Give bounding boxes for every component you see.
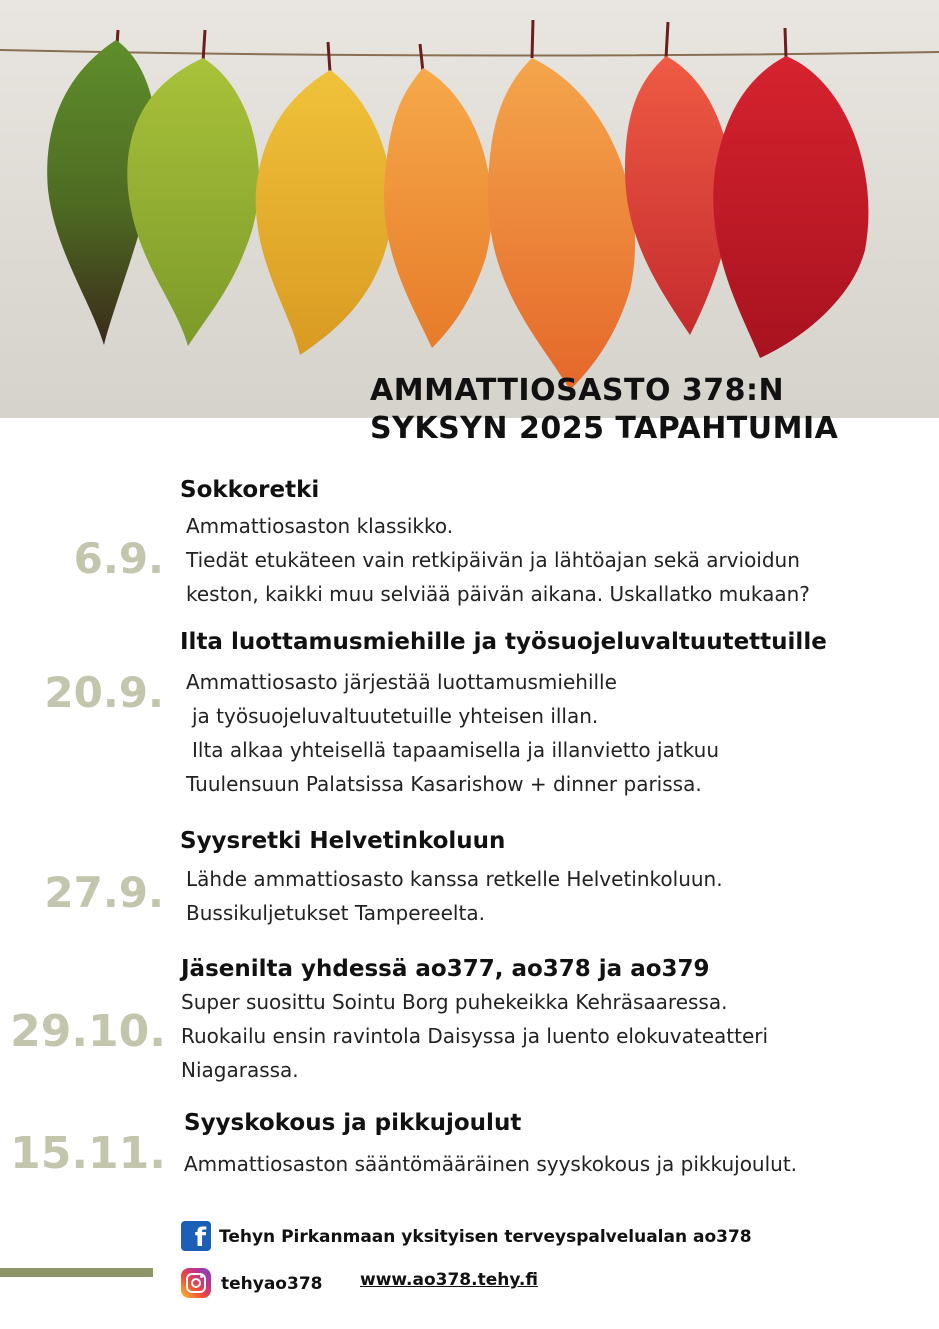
- description-line: ja työsuojeluvaltuutetuille yhteisen illan.: [192, 704, 599, 728]
- event-date: 27.9.: [44, 868, 164, 917]
- event-title: Syyskokous ja pikkujoulut: [184, 1110, 522, 1136]
- title-line-1: AMMATTIOSASTO 378:N: [370, 373, 785, 408]
- hero-image: [0, 0, 939, 418]
- accent-bar: [0, 1268, 153, 1277]
- autumn-leaves-illustration: [0, 0, 939, 418]
- description-line: Ilta alkaa yhteisellä tapaamisella ja illanvietto jatkuu: [192, 738, 720, 762]
- event-title: Sokkoretki: [180, 477, 320, 503]
- event-title: Syysretki Helvetinkoluun: [180, 828, 506, 854]
- description-line: Ruokailu ensin ravintola Daisyssa ja luento elokuvateatteri: [181, 1024, 769, 1048]
- event-title: Jäsenilta yhdessä ao377, ao378 ja ao379: [181, 956, 710, 982]
- description-line: Ammattiosasto järjestää luottamusmiehille: [186, 670, 617, 694]
- website-link[interactable]: www.ao378.tehy.fi: [360, 1270, 538, 1290]
- description-line: Ammattiosaston sääntömääräinen syyskokous ja pikkujoulut.: [184, 1152, 798, 1176]
- facebook-page-name[interactable]: Tehyn Pirkanmaan yksityisen terveyspalvelualan ao378: [219, 1227, 752, 1247]
- page-title: [370, 372, 930, 448]
- event-date: 29.10.: [10, 1006, 166, 1057]
- event-description: [181, 985, 768, 1087]
- event-date: 6.9.: [73, 534, 164, 583]
- description-line: Lähde ammattiosasto kanssa retkelle Helvetinkoluun.: [186, 867, 723, 891]
- description-line: Super suosittu Sointu Borg puhekeikka Kehräsaaressa.: [181, 990, 728, 1014]
- event-description: [186, 862, 723, 930]
- instagram-icon[interactable]: [181, 1268, 211, 1298]
- event-description: [186, 509, 810, 611]
- description-line: Bussikuljetukset Tampereelta.: [186, 901, 485, 925]
- event-date: 15.11.: [10, 1128, 166, 1179]
- description-line: Tuulensuun Palatsissa Kasarishow + dinner parissa.: [186, 772, 702, 796]
- description-line: Tiedät etukäteen vain retkipäivän ja lähtöajan sekä arvioidun: [186, 548, 800, 572]
- event-date: 20.9.: [44, 668, 164, 717]
- description-line: Ammattiosaston klassikko.: [186, 514, 454, 538]
- description-line: Niagarassa.: [181, 1058, 299, 1082]
- event-description: [186, 665, 719, 801]
- facebook-icon[interactable]: f: [181, 1221, 211, 1251]
- event-description: [184, 1147, 797, 1181]
- event-title: Ilta luottamusmiehille ja työsuojeluvaltuutettuille: [180, 629, 827, 655]
- instagram-handle[interactable]: tehyao378: [221, 1274, 323, 1294]
- description-line: keston, kaikki muu selviää päivän aikana. Uskallatko mukaan?: [186, 582, 810, 606]
- title-line-2: SYKSYN 2025 TAPAHTUMIA: [370, 411, 839, 446]
